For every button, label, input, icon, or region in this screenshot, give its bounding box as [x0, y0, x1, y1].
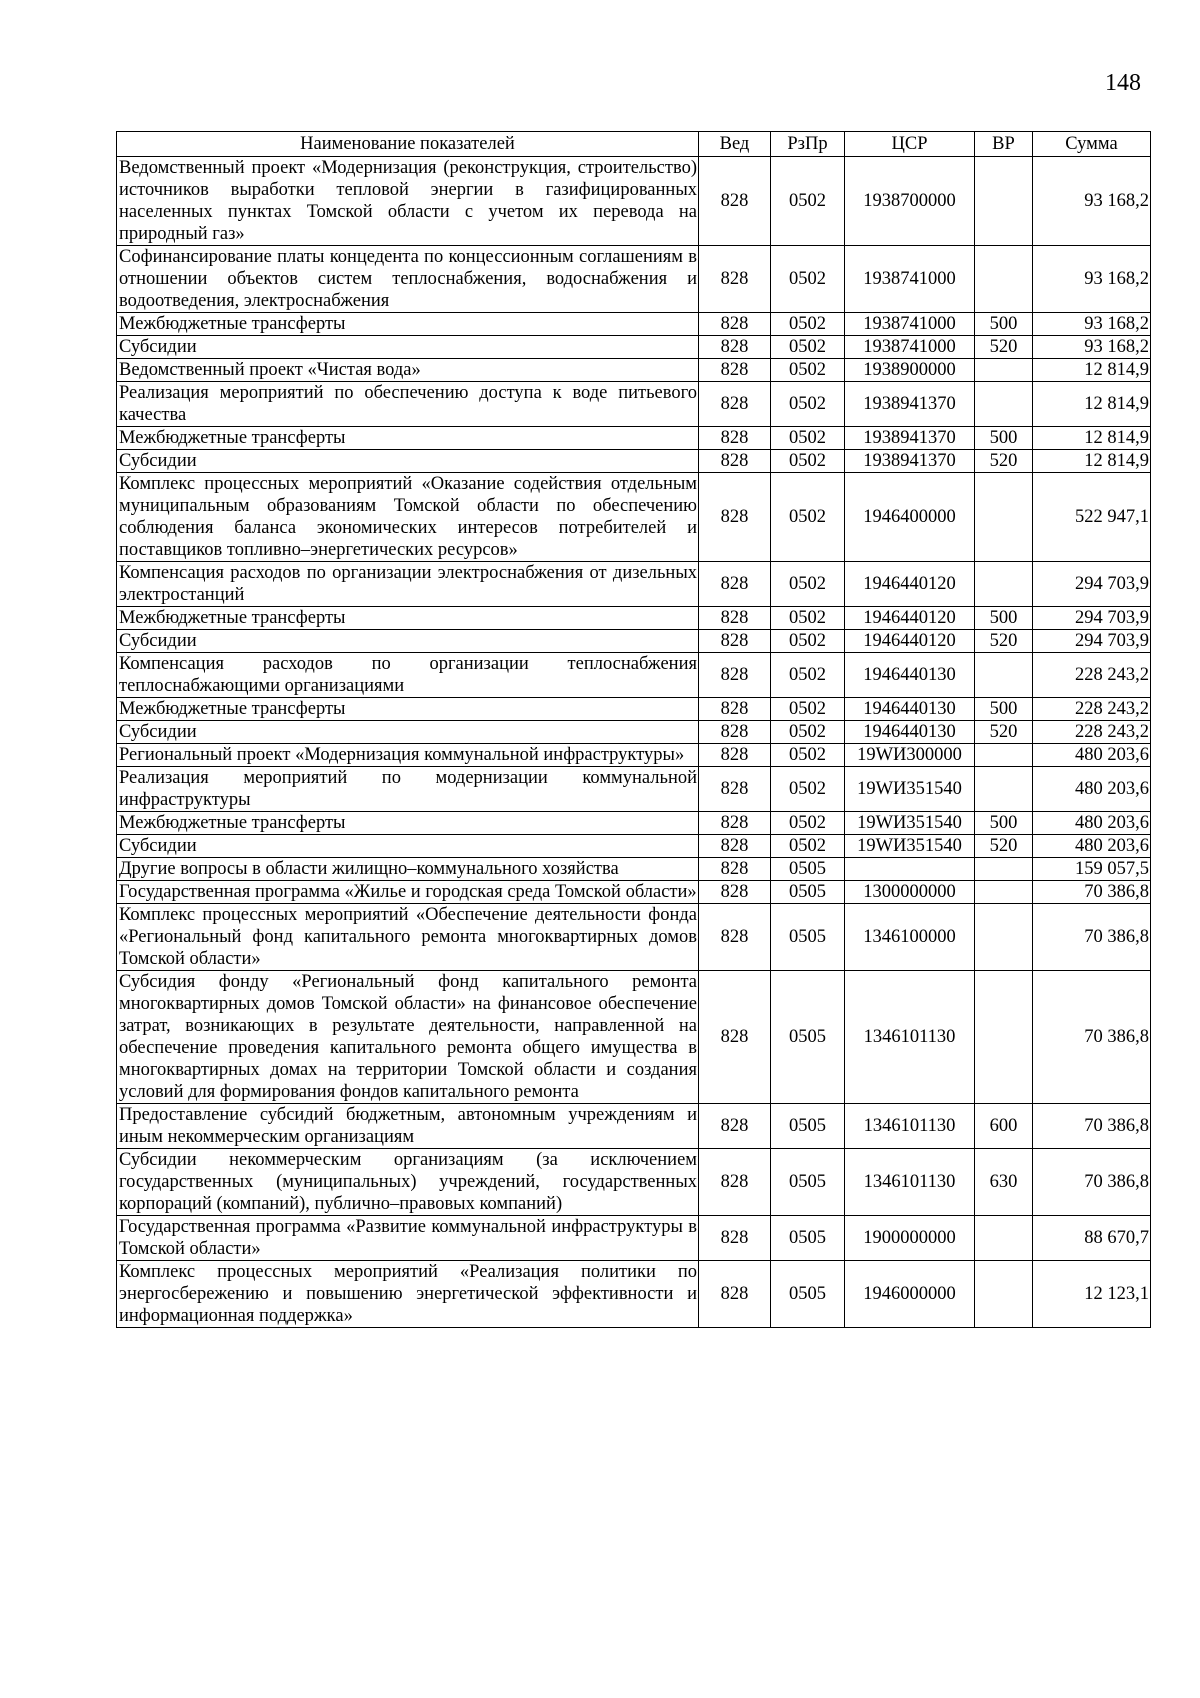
table-row — [117, 1261, 1151, 1328]
cell-csr: 19WИ351540 — [845, 835, 975, 858]
cell-vr — [975, 157, 1033, 246]
cell-vr: 520 — [975, 835, 1033, 858]
table-row — [117, 450, 1151, 473]
cell-ved: 828 — [699, 653, 771, 698]
table-row — [117, 1149, 1151, 1216]
cell-rzpr: 0502 — [771, 744, 845, 767]
cell-csr: 1300000000 — [845, 881, 975, 904]
table-row — [117, 427, 1151, 450]
table-row — [117, 382, 1151, 427]
cell-csr: 1938741000 — [845, 313, 975, 336]
cell-sum: 480 203,6 — [1033, 812, 1151, 835]
cell-sum: 93 168,2 — [1033, 246, 1151, 313]
cell-rzpr: 0505 — [771, 971, 845, 1104]
cell-sum: 70 386,8 — [1033, 904, 1151, 971]
table-row — [117, 562, 1151, 607]
table-row — [117, 744, 1151, 767]
cell-csr: 1938741000 — [845, 246, 975, 313]
cell-sum: 522 947,1 — [1033, 473, 1151, 562]
cell-name: Субсидии — [117, 450, 699, 473]
cell-name: Межбюджетные трансферты — [117, 607, 699, 630]
cell-sum: 12 814,9 — [1033, 450, 1151, 473]
cell-sum: 70 386,8 — [1033, 971, 1151, 1104]
cell-name: Государственная программа «Жилье и городская среда Томской области» — [117, 881, 699, 904]
table-row — [117, 721, 1151, 744]
cell-name: Компенсация расходов по организации электроснабжения от дизельных электростанций — [117, 562, 699, 607]
cell-name: Субсидии — [117, 721, 699, 744]
cell-name: Комплекс процессных мероприятий «Реализация политики по энергосбережению и повышению энергетической эффективности и информационная поддержка» — [117, 1261, 699, 1328]
cell-sum: 480 203,6 — [1033, 767, 1151, 812]
header-sum: Сумма — [1033, 132, 1151, 157]
cell-vr — [975, 382, 1033, 427]
cell-name: Субсидии — [117, 336, 699, 359]
cell-csr: 1346101130 — [845, 1149, 975, 1216]
cell-rzpr: 0505 — [771, 1149, 845, 1216]
cell-name: Комплекс процессных мероприятий «Оказание содействия отдельным муниципальным образованиям Томской области по обеспечению соблюдения баланса экономических интересов потребителей и поставщиков топливно–энергетических ресурсов» — [117, 473, 699, 562]
cell-rzpr: 0502 — [771, 767, 845, 812]
cell-ved: 828 — [699, 698, 771, 721]
cell-rzpr: 0502 — [771, 721, 845, 744]
cell-vr — [975, 767, 1033, 812]
cell-ved: 828 — [699, 744, 771, 767]
cell-sum: 12 814,9 — [1033, 359, 1151, 382]
cell-name: Ведомственный проект «Модернизация (реконструкция, строительство) источников выработки тепловой энергии в газифицированных населенных пунктах Томской области с учетом их перевода на природный газ» — [117, 157, 699, 246]
cell-csr: 1938941370 — [845, 427, 975, 450]
header-ved: Вед — [699, 132, 771, 157]
cell-vr: 520 — [975, 721, 1033, 744]
cell-csr: 1946440130 — [845, 698, 975, 721]
cell-csr: 1346101130 — [845, 1104, 975, 1149]
cell-name: Ведомственный проект «Чистая вода» — [117, 359, 699, 382]
cell-rzpr: 0502 — [771, 157, 845, 246]
cell-vr — [975, 904, 1033, 971]
table-header-row — [117, 132, 1151, 157]
cell-name: Субсидии — [117, 630, 699, 653]
cell-vr — [975, 1261, 1033, 1328]
cell-csr: 1938941370 — [845, 382, 975, 427]
cell-vr: 500 — [975, 812, 1033, 835]
cell-sum: 93 168,2 — [1033, 336, 1151, 359]
table-row — [117, 359, 1151, 382]
cell-vr: 500 — [975, 313, 1033, 336]
budget-table — [116, 131, 1151, 1328]
cell-vr: 500 — [975, 427, 1033, 450]
cell-ved: 828 — [699, 1216, 771, 1261]
table-row — [117, 835, 1151, 858]
cell-name: Субсидия фонду «Региональный фонд капитального ремонта многоквартирных домов Томской области» на финансовое обеспечение затрат, возникающих в результате деятельности, направленной на обеспечение проведения капитального ремонта общего имущества в многоквартирных домах на территории Томской области и создания условий для формирования фондов капитального ремонта — [117, 971, 699, 1104]
cell-name: Субсидии — [117, 835, 699, 858]
cell-csr: 1346100000 — [845, 904, 975, 971]
cell-csr: 1946400000 — [845, 473, 975, 562]
cell-name: Другие вопросы в области жилищно–коммунального хозяйства — [117, 858, 699, 881]
cell-rzpr: 0502 — [771, 630, 845, 653]
cell-name: Предоставление субсидий бюджетным, автономным учреждениям и иным некоммерческим организациям — [117, 1104, 699, 1149]
cell-name: Межбюджетные трансферты — [117, 427, 699, 450]
cell-csr: 1946440120 — [845, 607, 975, 630]
cell-ved: 828 — [699, 881, 771, 904]
cell-rzpr: 0502 — [771, 336, 845, 359]
cell-vr — [975, 562, 1033, 607]
cell-csr: 1946440130 — [845, 721, 975, 744]
table-row — [117, 157, 1151, 246]
header-rzpr: РзПр — [771, 132, 845, 157]
cell-ved: 828 — [699, 607, 771, 630]
header-vr: ВР — [975, 132, 1033, 157]
cell-ved: 828 — [699, 767, 771, 812]
cell-rzpr: 0505 — [771, 1261, 845, 1328]
cell-sum: 294 703,9 — [1033, 607, 1151, 630]
cell-sum: 294 703,9 — [1033, 562, 1151, 607]
cell-rzpr: 0502 — [771, 607, 845, 630]
cell-sum: 480 203,6 — [1033, 835, 1151, 858]
cell-rzpr: 0502 — [771, 359, 845, 382]
cell-csr: 19WИ351540 — [845, 812, 975, 835]
cell-vr — [975, 858, 1033, 881]
cell-sum: 480 203,6 — [1033, 744, 1151, 767]
cell-sum: 12 814,9 — [1033, 382, 1151, 427]
table-row — [117, 653, 1151, 698]
cell-name: Межбюджетные трансферты — [117, 313, 699, 336]
cell-csr: 1946440130 — [845, 653, 975, 698]
table-row — [117, 971, 1151, 1104]
cell-csr: 1900000000 — [845, 1216, 975, 1261]
cell-rzpr: 0502 — [771, 473, 845, 562]
cell-csr: 1946440120 — [845, 562, 975, 607]
cell-name: Государственная программа «Развитие коммунальной инфраструктуры в Томской области» — [117, 1216, 699, 1261]
cell-sum: 228 243,2 — [1033, 721, 1151, 744]
cell-vr — [975, 1216, 1033, 1261]
cell-sum: 294 703,9 — [1033, 630, 1151, 653]
cell-name: Комплекс процессных мероприятий «Обеспечение деятельности фонда «Региональный фонд капитального ремонта многоквартирных домов Томской области» — [117, 904, 699, 971]
cell-sum: 159 057,5 — [1033, 858, 1151, 881]
table-body — [117, 157, 1151, 1328]
cell-csr: 1346101130 — [845, 971, 975, 1104]
header-name: Наименование показателей — [117, 132, 699, 157]
cell-vr — [975, 744, 1033, 767]
cell-sum: 93 168,2 — [1033, 157, 1151, 246]
cell-ved: 828 — [699, 1261, 771, 1328]
cell-ved: 828 — [699, 313, 771, 336]
cell-ved: 828 — [699, 1149, 771, 1216]
cell-rzpr: 0505 — [771, 881, 845, 904]
table-row — [117, 473, 1151, 562]
cell-name: Компенсация расходов по организации теплоснабжения теплоснабжающими организациями — [117, 653, 699, 698]
table-row — [117, 698, 1151, 721]
table-row — [117, 881, 1151, 904]
cell-vr — [975, 881, 1033, 904]
cell-sum: 93 168,2 — [1033, 313, 1151, 336]
cell-csr: 19WИ300000 — [845, 744, 975, 767]
cell-ved: 828 — [699, 473, 771, 562]
cell-ved: 828 — [699, 904, 771, 971]
cell-ved: 828 — [699, 336, 771, 359]
cell-csr: 1946000000 — [845, 1261, 975, 1328]
cell-csr — [845, 858, 975, 881]
table-row — [117, 812, 1151, 835]
cell-csr: 1938741000 — [845, 336, 975, 359]
cell-name: Региональный проект «Модернизация коммунальной инфраструктуры» — [117, 744, 699, 767]
cell-ved: 828 — [699, 427, 771, 450]
cell-name: Межбюджетные трансферты — [117, 698, 699, 721]
cell-vr: 600 — [975, 1104, 1033, 1149]
cell-rzpr: 0502 — [771, 450, 845, 473]
cell-ved: 828 — [699, 630, 771, 653]
cell-csr: 1946440120 — [845, 630, 975, 653]
cell-vr — [975, 359, 1033, 382]
cell-vr — [975, 653, 1033, 698]
cell-sum: 12 123,1 — [1033, 1261, 1151, 1328]
cell-name: Субсидии некоммерческим организациям (за исключением государственных (муниципальных) учреждений, государственных корпораций (компаний), публично–правовых компаний) — [117, 1149, 699, 1216]
cell-ved: 828 — [699, 812, 771, 835]
cell-sum: 12 814,9 — [1033, 427, 1151, 450]
table-row — [117, 904, 1151, 971]
cell-sum: 70 386,8 — [1033, 881, 1151, 904]
cell-ved: 828 — [699, 562, 771, 607]
cell-rzpr: 0502 — [771, 562, 845, 607]
cell-rzpr: 0505 — [771, 904, 845, 971]
cell-vr: 500 — [975, 607, 1033, 630]
cell-rzpr: 0502 — [771, 427, 845, 450]
cell-ved: 828 — [699, 971, 771, 1104]
cell-vr — [975, 246, 1033, 313]
cell-rzpr: 0502 — [771, 835, 845, 858]
cell-name: Реализация мероприятий по обеспечению доступа к воде питьевого качества — [117, 382, 699, 427]
cell-sum: 88 670,7 — [1033, 1216, 1151, 1261]
page-number: 148 — [1105, 70, 1141, 96]
cell-csr: 1938700000 — [845, 157, 975, 246]
cell-name: Софинансирование платы концедента по концессионным соглашениям в отношении объектов систем теплоснабжения, водоснабжения и водоотведения, электроснабжения — [117, 246, 699, 313]
table-row — [117, 607, 1151, 630]
cell-vr: 630 — [975, 1149, 1033, 1216]
table-row — [117, 1216, 1151, 1261]
table-row — [117, 313, 1151, 336]
cell-ved: 828 — [699, 1104, 771, 1149]
cell-sum: 228 243,2 — [1033, 653, 1151, 698]
cell-ved: 828 — [699, 450, 771, 473]
table-row — [117, 1104, 1151, 1149]
cell-sum: 70 386,8 — [1033, 1149, 1151, 1216]
cell-name: Реализация мероприятий по модернизации коммунальной инфраструктуры — [117, 767, 699, 812]
table-row — [117, 630, 1151, 653]
cell-csr: 1938941370 — [845, 450, 975, 473]
cell-name: Межбюджетные трансферты — [117, 812, 699, 835]
cell-ved: 828 — [699, 382, 771, 427]
cell-rzpr: 0505 — [771, 858, 845, 881]
table-row — [117, 246, 1151, 313]
cell-ved: 828 — [699, 246, 771, 313]
cell-rzpr: 0502 — [771, 812, 845, 835]
cell-csr: 1938900000 — [845, 359, 975, 382]
cell-vr: 520 — [975, 630, 1033, 653]
cell-rzpr: 0502 — [771, 698, 845, 721]
cell-sum: 228 243,2 — [1033, 698, 1151, 721]
cell-vr: 520 — [975, 336, 1033, 359]
cell-vr — [975, 473, 1033, 562]
cell-rzpr: 0502 — [771, 653, 845, 698]
table-row — [117, 767, 1151, 812]
cell-vr: 500 — [975, 698, 1033, 721]
cell-rzpr: 0502 — [771, 246, 845, 313]
cell-ved: 828 — [699, 359, 771, 382]
cell-ved: 828 — [699, 835, 771, 858]
cell-vr — [975, 971, 1033, 1104]
cell-rzpr: 0505 — [771, 1216, 845, 1261]
table-row — [117, 858, 1151, 881]
header-csr: ЦСР — [845, 132, 975, 157]
cell-rzpr: 0505 — [771, 1104, 845, 1149]
cell-rzpr: 0502 — [771, 382, 845, 427]
cell-rzpr: 0502 — [771, 313, 845, 336]
cell-ved: 828 — [699, 858, 771, 881]
cell-ved: 828 — [699, 721, 771, 744]
cell-vr: 520 — [975, 450, 1033, 473]
cell-csr: 19WИ351540 — [845, 767, 975, 812]
cell-sum: 70 386,8 — [1033, 1104, 1151, 1149]
cell-ved: 828 — [699, 157, 771, 246]
table-row — [117, 336, 1151, 359]
